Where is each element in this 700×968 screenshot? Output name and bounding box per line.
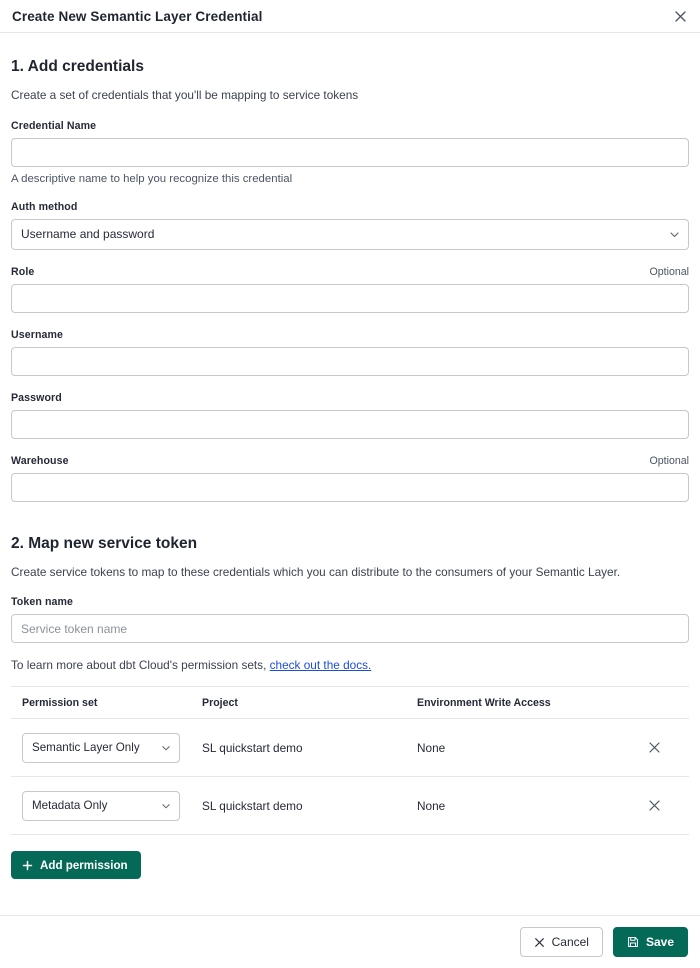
permission-docs-text: To learn more about dbt Cloud's permission sets, bbox=[11, 658, 270, 673]
add-permission-button[interactable] bbox=[11, 851, 141, 879]
credential-name-help: A descriptive name to help you recognize this credential bbox=[11, 172, 293, 185]
section-add-credentials bbox=[11, 33, 689, 502]
project-value: SL quickstart demo bbox=[202, 798, 303, 813]
permission-set-value: Semantic Layer Only bbox=[32, 741, 140, 755]
page-title: Create New Semantic Layer Credential bbox=[12, 8, 263, 24]
auth-method-field bbox=[11, 201, 689, 250]
permissions-table-header bbox=[11, 687, 689, 719]
warehouse-field bbox=[11, 455, 689, 502]
credential-name-label: Credential Name bbox=[11, 119, 97, 132]
permission-set-select[interactable] bbox=[22, 791, 180, 821]
section-1-title: 1. Add credentials bbox=[11, 58, 144, 75]
permission-set-select[interactable] bbox=[22, 733, 180, 763]
username-field bbox=[11, 329, 689, 376]
token-name-input[interactable] bbox=[11, 614, 689, 643]
credential-name-input[interactable] bbox=[11, 138, 689, 167]
close-icon bbox=[534, 937, 545, 948]
section-map-service-token bbox=[11, 502, 689, 880]
credential-name-field bbox=[11, 120, 689, 185]
auth-method-select[interactable] bbox=[11, 219, 689, 250]
close-icon[interactable] bbox=[670, 6, 690, 26]
password-label: Password bbox=[11, 391, 62, 404]
token-name-field bbox=[11, 596, 689, 643]
modal-header bbox=[0, 0, 700, 33]
save-disk-icon bbox=[627, 936, 639, 948]
plus-icon bbox=[22, 860, 33, 871]
token-name-label: Token name bbox=[11, 596, 74, 609]
table-row bbox=[11, 719, 689, 777]
add-permission-label: Add permission bbox=[40, 858, 128, 872]
section-2-description: Create service tokens to map to these credentials which you can distribute to the consumers of your Semantic Layer. bbox=[11, 564, 621, 579]
project-value: SL quickstart demo bbox=[202, 740, 303, 755]
column-header-project: Project bbox=[202, 696, 238, 709]
auth-method-value: Username and password bbox=[21, 227, 155, 242]
password-input[interactable] bbox=[11, 410, 689, 439]
role-optional-tag: Optional bbox=[649, 265, 689, 278]
warehouse-input[interactable] bbox=[11, 473, 689, 502]
role-label: Role bbox=[11, 265, 35, 278]
permission-set-value: Metadata Only bbox=[32, 799, 108, 813]
table-row bbox=[11, 777, 689, 835]
warehouse-optional-tag: Optional bbox=[649, 454, 689, 467]
column-header-environment-write-access: Environment Write Access bbox=[417, 696, 551, 709]
username-label: Username bbox=[11, 328, 64, 341]
cancel-label: Cancel bbox=[551, 935, 589, 949]
warehouse-label: Warehouse bbox=[11, 454, 69, 467]
environment-write-access-value: None bbox=[417, 798, 446, 813]
section-2-title: 2. Map new service token bbox=[11, 534, 198, 552]
cancel-button[interactable] bbox=[520, 927, 603, 957]
environment-write-access-value: None bbox=[417, 740, 446, 755]
save-button[interactable] bbox=[613, 927, 688, 957]
permissions-table bbox=[11, 686, 689, 835]
permission-docs-line bbox=[11, 658, 689, 672]
password-field bbox=[11, 392, 689, 439]
permission-docs-link[interactable]: check out the docs. bbox=[269, 658, 372, 673]
modal-body bbox=[0, 33, 700, 915]
remove-permission-icon[interactable] bbox=[642, 736, 666, 760]
role-input[interactable] bbox=[11, 284, 689, 313]
save-label: Save bbox=[645, 935, 674, 949]
modal-footer bbox=[0, 915, 700, 968]
auth-method-label: Auth method bbox=[11, 200, 78, 213]
username-input[interactable] bbox=[11, 347, 689, 376]
remove-permission-icon[interactable] bbox=[642, 794, 666, 818]
section-1-description: Create a set of credentials that you'll be mapping to service tokens bbox=[11, 88, 359, 102]
role-field bbox=[11, 266, 689, 313]
column-header-permission-set: Permission set bbox=[22, 696, 98, 709]
